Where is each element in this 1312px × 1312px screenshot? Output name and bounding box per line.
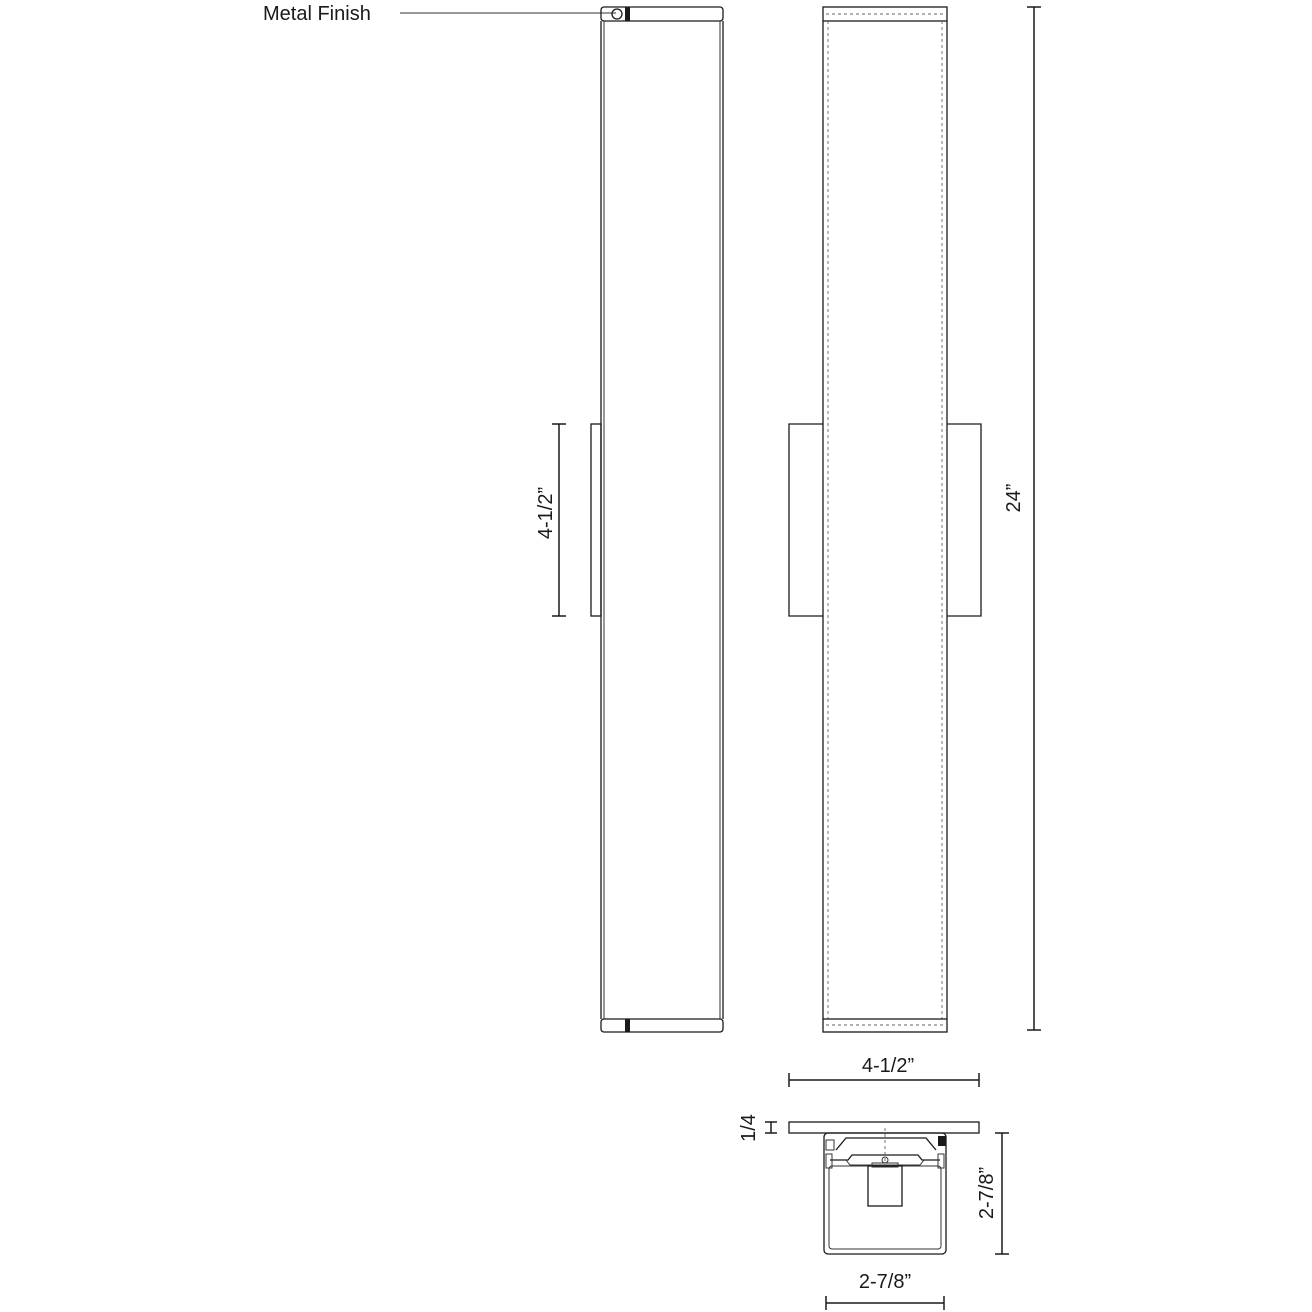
backplate-depth-dimension: [738, 1114, 777, 1142]
side-backplate: [789, 424, 981, 616]
side-view: [789, 7, 1041, 1032]
section-backplate: [789, 1122, 979, 1133]
backplate-depth-label: 1/4: [738, 1114, 760, 1142]
backplate-width-label: 4-1/2”: [861, 1055, 915, 1077]
body-depth-dimension: [976, 1133, 1009, 1254]
backplate-height-label: 4-1/2”: [535, 486, 557, 540]
side-diffuser-body: [823, 21, 947, 1019]
top-end-cap: [601, 7, 723, 21]
body-depth-label: 2-7/8”: [976, 1166, 998, 1220]
front-diffuser-body: [601, 21, 723, 1019]
body-width-dimension: [826, 1271, 944, 1310]
body-width-label: 2-7/8”: [858, 1271, 912, 1293]
backplate-height-dimension: [535, 424, 566, 616]
metal-finish-label: Metal Finish: [263, 3, 371, 25]
section-view: [738, 1055, 1009, 1310]
front-view: [263, 3, 723, 1032]
side-top-cap: [823, 7, 947, 21]
backplate-width-dimension: [789, 1055, 979, 1087]
front-backplate-edge: [591, 424, 601, 616]
side-bottom-cap: [823, 1019, 947, 1032]
bottom-end-cap: [601, 1019, 723, 1032]
overall-height-label: 24”: [1003, 483, 1025, 513]
section-housing: [824, 1128, 946, 1254]
overall-height-dimension: [1003, 7, 1041, 1030]
